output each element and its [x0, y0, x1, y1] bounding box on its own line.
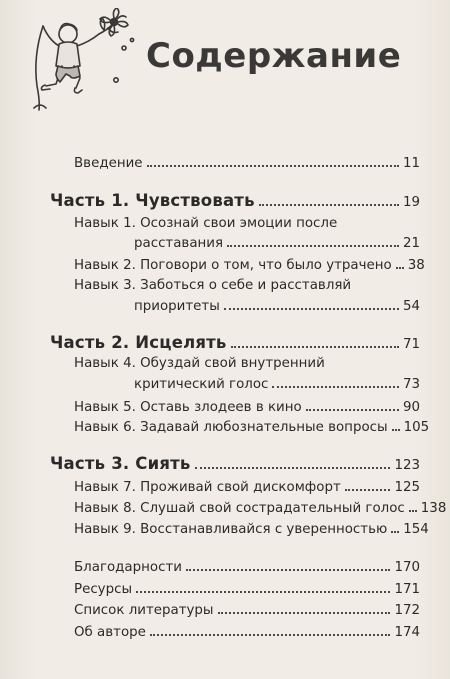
toc-page-number: 138 — [420, 501, 447, 516]
dot-leader — [396, 256, 404, 269]
dot-leader — [231, 335, 399, 348]
toc-page-number: 38 — [407, 258, 425, 273]
toc-entry-part-3[interactable] — [50, 454, 420, 476]
toc-entry-skill-6[interactable] — [74, 418, 430, 436]
toc-entry-skill-3-line1[interactable]: Навык 3. Заботься о себе и расставляй — [74, 278, 352, 293]
toc-page-number: 90 — [402, 400, 420, 415]
toc-entry-label: Введение — [74, 156, 143, 171]
toc-page-number: 154 — [403, 522, 429, 537]
toc-entry-resources[interactable] — [74, 580, 420, 598]
toc-part-label: Часть 1. Чувствовать — [50, 191, 255, 210]
toc-entry-skill-8[interactable] — [74, 499, 447, 517]
toc-page-number: 71 — [402, 337, 420, 352]
toc-entry-label: Навык 5. Оставь злодеев в кино — [74, 400, 302, 415]
toc-entry-label: Ресурсы — [74, 582, 133, 597]
toc-page-number: 73 — [402, 377, 420, 392]
dot-leader — [392, 418, 400, 431]
dot-leader — [147, 154, 399, 167]
toc-page-number: 54 — [402, 299, 420, 314]
page-title: Содержание — [146, 36, 402, 76]
dot-leader — [259, 193, 399, 206]
dot-leader — [409, 499, 417, 512]
toc-entry-label: Об авторе — [74, 625, 146, 640]
toc-entry-label: расставания — [134, 236, 224, 251]
dot-leader — [227, 234, 399, 247]
dot-leader — [218, 601, 391, 614]
toc-entry-skill-9[interactable] — [74, 520, 429, 538]
toc-entry-label: Навык 6. Задавай любознательные вопросы — [74, 420, 388, 435]
toc-entry-label: Благодарности — [74, 560, 182, 575]
toc-page-number: 125 — [394, 480, 420, 495]
toc-part-label: Часть 2. Исцелять — [50, 333, 227, 352]
toc-page-number: 174 — [394, 625, 420, 640]
dot-leader — [224, 297, 399, 310]
toc-entry-label: Навык 9. Восстанавливайся с уверенностью — [74, 522, 388, 537]
toc-entry-skill-7[interactable] — [74, 478, 420, 496]
toc-entry-introduction[interactable] — [74, 154, 420, 172]
toc-page-number: 171 — [394, 582, 420, 597]
toc-entry-part-2[interactable] — [50, 333, 420, 355]
dot-leader — [186, 558, 390, 571]
toc-page-number: 19 — [402, 195, 420, 210]
toc-page-number: 170 — [394, 560, 420, 575]
dot-leader — [150, 623, 391, 636]
toc-entry-label: Навык 8. Слушай свой сострадательный голос — [74, 501, 405, 516]
toc-entry-label: приоритеты — [134, 299, 220, 314]
toc-entry-skill-1[interactable] — [134, 234, 420, 252]
toc-entry-acknowledgements[interactable] — [74, 558, 420, 576]
toc-entry-about-author[interactable] — [74, 623, 420, 641]
toc-page-number: 172 — [394, 603, 420, 618]
toc-entry-skill-1-line1[interactable]: Навык 1. Осознай свои эмоции после — [74, 216, 338, 231]
dot-leader — [306, 398, 399, 411]
toc-entry-skill-4-line1[interactable]: Навык 4. Обуздай свой внутренний — [74, 356, 325, 371]
toc-entry-label: Навык 2. Поговори о том, что было утрачено — [74, 258, 392, 273]
toc-entry-label: критический голос — [134, 377, 269, 392]
dot-leader — [195, 456, 391, 469]
dot-leader — [391, 520, 399, 533]
dot-leader — [272, 375, 399, 388]
toc-entry-skill-4[interactable] — [134, 375, 420, 393]
dot-leader — [136, 580, 390, 593]
toc-entry-label: Навык 7. Проживай свой дискомфорт — [74, 480, 341, 495]
toc-page-number: 105 — [403, 420, 430, 435]
dot-leader — [345, 478, 391, 491]
toc-entry-part-1[interactable] — [50, 191, 420, 213]
toc-entry-skill-5[interactable] — [74, 398, 420, 416]
toc-page-number: 21 — [402, 236, 420, 251]
toc-page-number: 123 — [394, 458, 420, 473]
toc-entry-bibliography[interactable] — [74, 601, 420, 619]
toc-page-number: 11 — [402, 156, 420, 171]
toc-entry-skill-3[interactable] — [134, 297, 420, 315]
toc-entry-skill-2[interactable] — [74, 256, 425, 274]
toc-entry-label: Список литературы — [74, 603, 214, 618]
toc-part-label: Часть 3. Сиять — [50, 454, 191, 473]
